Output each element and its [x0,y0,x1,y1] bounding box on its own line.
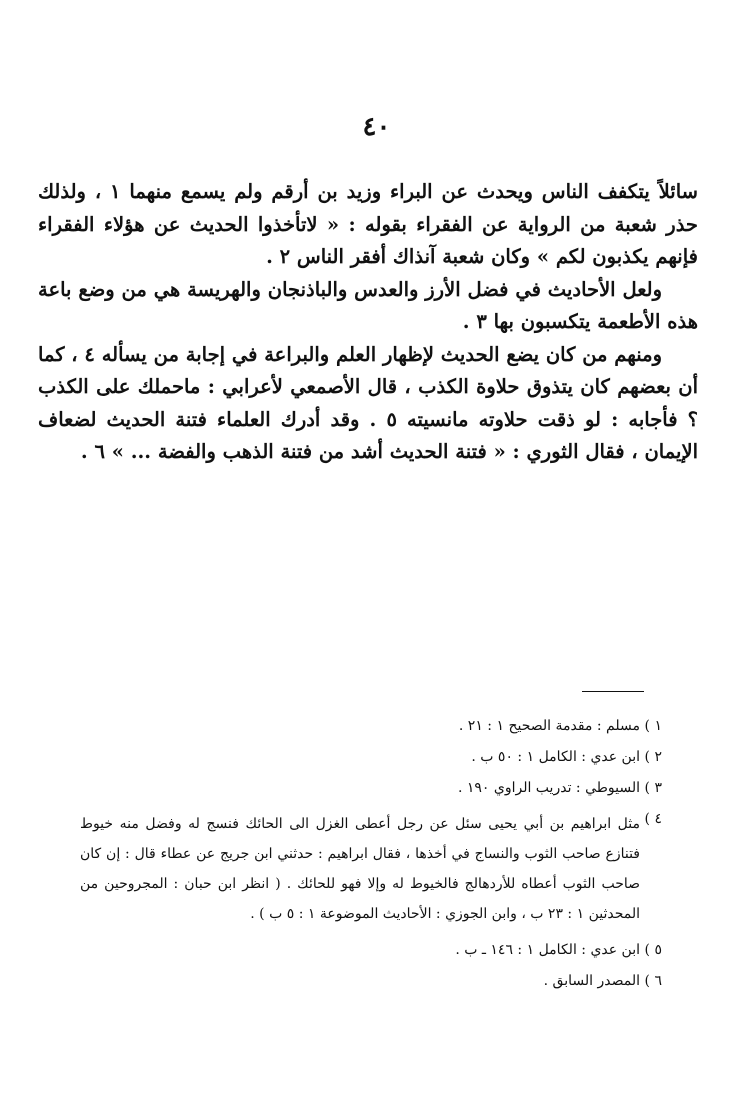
main-text [38,176,698,469]
footnote-5 [80,940,662,960]
footnote-number: ١ ) [644,718,662,734]
footnote-text: ابن عدي : الكامل ١ : ١٤٦ ـ ب . [455,942,640,958]
footnote-4 [80,809,662,929]
footnote-number: ٤ ) [644,811,662,827]
footnote-number: ٣ ) [644,780,662,796]
footnote-text: مثل ابراهيم بن أبي يحيى سئل عن رجل أعطى الغزل الى الحائك فنسج له وفضل منه خيوط فتنازع صاحب الثوب والنساج في أخذها ، فقال ابراهيم : حدثني ابن جريج عن عطاء قال : إن كان صاحب الثوب أعطاه للأردهالج فالخيوط له وإلا فهو للحائك . ( انظر ابن حبان : المجروحين من المحدثين ١ : ٢٣ ب ، وابن الجوزي : الأحاديث الموضوعة ١ : ٥ ب ) . [80,816,640,922]
paragraph-3: ومنهم من كان يضع الحديث لإظهار العلم والبراعة في إجابة من يسأله ٤ ، كما أن بعضهم كان يتذوق حلاوة الكذب ، قال الأصمعي لأعرابي : ماحملك على الكذب ؟ فأجابه : لو ذقت حلاوته مانسيته ٥ . وقد أدرك العلماء فتنة الحديث لضعاف الإيمان ، فقال الثوري : « فتنة الحديث أشد من فتنة الذهب والفضة ... » ٦ . [38,342,698,463]
footnote-text: مسلم : مقدمة الصحيح ١ : ٢١ . [458,718,640,734]
footnote-6 [80,971,662,991]
paragraph-1: سائلاً يتكفف الناس ويحدث عن البراء وزيد بن أرقم ولم يسمع منهما ١ ، ولذلك حذر شعبة من الرواية عن الفقراء بقوله : « لاتأخذوا الحديث عن هؤلاء الفقراء فإنهم يكذبون لكم » وكان شعبة آنذاك أفقر الناس ٢ . [38,180,699,268]
footnote-number: ٢ ) [644,749,662,765]
footnote-text: ابن عدي : الكامل ١ : ٥٠ ب . [471,749,640,765]
footnote-1 [80,716,662,736]
footnote-number: ٦ ) [644,973,662,989]
paragraph-2: ولعل الأحاديث في فضل الأرز والعدس والباذنجان والهريسة هي من وضع باعة هذه الأطعمة يتكسبون بها ٣ . [38,277,698,333]
footnote-2 [80,747,662,767]
footnote-number: ٥ ) [644,942,662,958]
footnote-3 [80,778,662,798]
footnote-text: المصدر السابق . [543,973,640,989]
page-number: ٤٠ [362,112,391,142]
footnote-divider [582,691,644,692]
footnote-text: السيوطي : تدريب الراوي ١٩٠ . [457,780,640,796]
footnotes [80,716,662,1002]
